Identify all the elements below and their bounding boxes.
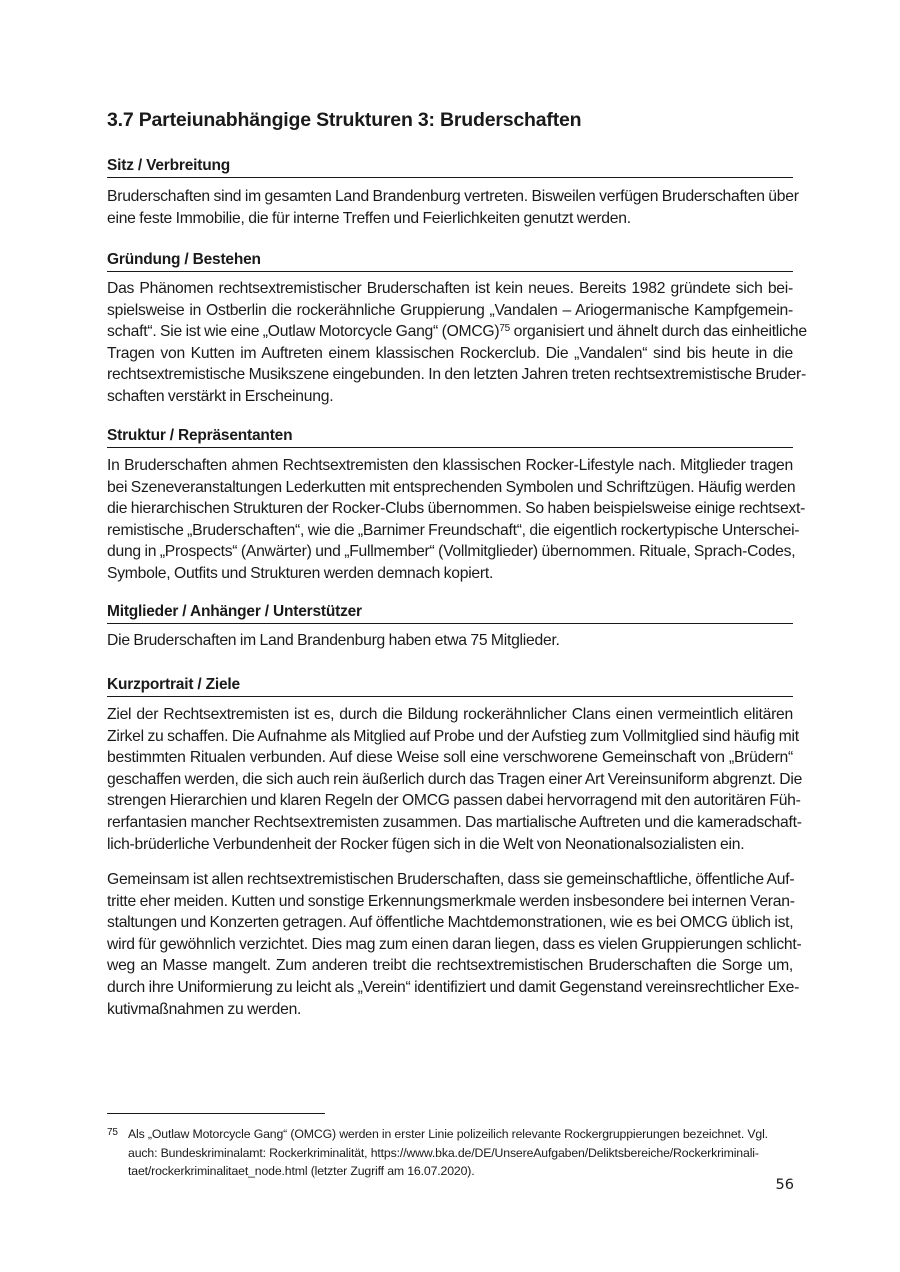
text-line: rerfantasien mancher Rechtsextremisten zusammen. Das martialische Auftreten und die kameradschaft- [107,813,802,831]
text-line: Zirkel zu schaffen. Die Aufnahme als Mitglied auf Probe und der Aufstieg zum Vollmitglied sind häufig mit [107,727,799,745]
text-line: rechtsextremistische Musikszene eingebunden. In den letzten Jahren treten rechtsextremistische Bruder- [107,366,806,384]
page-number: 56 [775,1177,794,1193]
text-line: bei Szeneveranstaltungen Lederkutten mit entsprechenden Symbolen und Schriftzügen. Häufig werden [107,478,796,496]
paragraph-gruendung-bestehen [107,278,807,408]
text-segment: organisiert und ähnelt durch das einheitliche [509,323,807,341]
text-line: geschaffen werden, die sich auch rein äußerlich durch das Tragen einer Art Vereinsuniform abgrenzt. Die [107,770,803,788]
text-line: Ziel der Rechtsextremisten ist es, durch die Bildung rockerähnlicher Clans einen vermeintlich elitären [107,706,793,723]
text-line: durch ihre Uniformierung zu leicht als „Verein“ identifiziert und damit Gegenstand vereinsrechtlicher Exe- [107,978,800,996]
footnote-line: taet/rockerkriminalitaet_node.html (letzter Zugriff am 16.07.2020). [128,1164,475,1178]
subheading-sitz-verbreitung: Sitz / Verbreitung [107,156,793,178]
text-line: eine feste Immobilie, die für interne Treffen und Feierlichkeiten genutzt werden. [107,209,631,227]
text-line: Gemeinsam ist allen rechtsextremistischen Bruderschaften, dass sie gemeinschaftliche, öffentliche Auf- [107,871,795,888]
subheading-struktur-repraesentanten: Struktur / Repräsentanten [107,426,793,448]
footnote-reference: 75 [499,323,510,335]
text-segment: schaft“. Sie ist wie eine „Outlaw Motorcycle Gang“ (OMCG) [107,323,500,341]
text-line: In Bruderschaften ahmen Rechtsextremisten den klassischen Rocker-Lifestyle nach. Mitglieder tragen [107,457,793,474]
text-line: Das Phänomen rechtsextremistischer Bruderschaften ist kein neues. Bereits 1982 gründete sich bei- [107,280,793,297]
footnote-text [128,1125,793,1181]
text-line: remistische „Bruderschaften“, wie die „Barnimer Freundschaft“, die eigentlich rockertypische Unterschei- [107,521,800,539]
text-line: die hierarchischen Strukturen der Rocker-Clubs übernommen. So haben beispielsweise einige rechtsext- [107,500,806,518]
text-line: tritte eher meiden. Kutten und sonstige Erkennungsmerkmale werden insbesondere bei internen Veran- [107,892,795,910]
text-line: wird für gewöhnlich verzichtet. Dies mag zum einen daran liegen, dass es vielen Gruppierungen schlicht- [107,935,802,953]
paragraph-kurzportrait-1 [107,704,803,855]
text-line: kutivmaßnahmen zu werden. [107,1000,302,1018]
text-line: weg an Masse mangelt. Zum anderen treibt die rechtsextremistischen Bruderschaften die Sorge um, [107,957,793,975]
paragraph-sitz-verbreitung [107,186,799,229]
text-line: Tragen von Kutten im Auftreten einem klassischen Rockerclub. Die „Vandalen“ sind bis heute in die [107,344,793,362]
subheading-gruendung-bestehen: Gründung / Bestehen [107,250,793,272]
text-line: bestimmten Ritualen verbunden. Auf diese Weise soll eine verschworene Gemeinschaft von „Brüdern“ [107,749,793,767]
footnote-line: auch: Bundeskriminalamt: Rockerkriminalität, https://www.bka.de/DE/UnsereAufgaben/Deliktsbereiche/Rockerkriminali- [128,1145,759,1160]
footnote-divider [107,1113,325,1114]
text-line: strengen Hierarchien und klaren Regeln der OMCG passen dabei hervorragend mit den autoritären Füh- [107,792,801,810]
text-line: Bruderschaften sind im gesamten Land Brandenburg vertreten. Bisweilen verfügen Bruderschaften über [107,188,799,205]
text-line: schaften verstärkt in Erscheinung. [107,387,334,405]
footnote-number: 75 [107,1127,118,1138]
section-title: 3.7 Parteiunabhängige Strukturen 3: Bruderschaften [107,109,582,131]
paragraph-struktur-repraesentanten [107,455,806,585]
text-line: Die Bruderschaften im Land Brandenburg haben etwa 75 Mitglieder. [107,632,560,649]
text-line: lich-brüderliche Verbundenheit der Rocker fügen sich in die Welt von Neonationalsozialisten ein. [107,835,745,853]
subheading-kurzportrait-ziele: Kurzportrait / Ziele [107,675,793,697]
paragraph-mitglieder [107,630,793,652]
subheading-mitglieder: Mitglieder / Anhänger / Unterstützer [107,602,793,624]
text-line: Symbole, Outfits und Strukturen werden demnach kopiert. [107,564,494,582]
footnote-line: Als „Outlaw Motorcycle Gang“ (OMCG) werden in erster Linie polizeilich relevante Rockergruppierungen bezeichnet. Vgl. [128,1127,768,1141]
text-line-with-footnote-ref [107,321,807,343]
text-line: staltungen und Konzerten getragen. Auf öffentliche Machtdemonstrationen, wie es bei OMCG üblich ist, [107,914,794,932]
text-line: spielsweise in Ostberlin die rockerähnliche Gruppierung „Vandalen – Ariogermanische Kampfgemein- [107,301,793,319]
text-line: dung in „Prospects“ (Anwärter) und „Fullmember“ (Vollmitglieder) übernommen. Rituale, Sprach-Codes, [107,543,796,561]
paragraph-kurzportrait-2 [107,869,802,1020]
